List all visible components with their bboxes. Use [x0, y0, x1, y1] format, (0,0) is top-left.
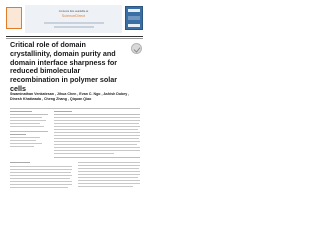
body-line	[78, 171, 140, 172]
journal-name-line	[44, 22, 104, 24]
paper-page	[0, 0, 149, 198]
abstract-line	[54, 147, 140, 148]
keyword-line	[10, 146, 34, 147]
body-line	[78, 186, 133, 187]
abstract-line	[54, 141, 140, 142]
header-rule	[6, 36, 143, 37]
keywords-rule	[10, 131, 48, 132]
body-line	[10, 178, 70, 179]
body-line	[10, 166, 72, 167]
publisher-logo-icon	[6, 7, 22, 29]
journal-homepage-line	[54, 26, 94, 28]
keywords-heading	[10, 134, 26, 135]
article-title: Critical role of domain crystallinity, domain purity and domain interface sharpness for reduced bimolecular recombination in polymer solar cells	[10, 40, 118, 93]
journal-header	[6, 5, 143, 33]
abstract-end-rule	[54, 157, 140, 158]
abstract-line	[54, 117, 140, 118]
cover-band-middle	[128, 16, 140, 20]
abstract-line	[54, 144, 137, 145]
keyword-line	[10, 137, 40, 138]
body-line	[78, 174, 140, 175]
abstract-line	[54, 150, 140, 151]
body-line	[10, 175, 72, 176]
abstract-rule	[54, 114, 140, 115]
cover-band-bottom	[128, 24, 140, 27]
crossmark-icon[interactable]	[131, 43, 142, 54]
header-rule-thin	[6, 38, 143, 39]
body-line	[10, 169, 72, 170]
article-history-line	[10, 123, 40, 124]
body-line	[10, 187, 68, 188]
available-text: Contents lists available at	[58, 10, 89, 13]
journal-info-box	[25, 5, 122, 33]
publisher-name[interactable]: ScienceDirect	[61, 14, 86, 18]
abstract-heading	[54, 111, 72, 112]
body-line	[78, 180, 140, 181]
abstract-line	[54, 120, 140, 121]
keyword-line	[10, 143, 42, 144]
article-info-heading	[10, 111, 32, 112]
abstract-line	[54, 129, 138, 130]
body-line	[78, 177, 138, 178]
body-line	[10, 184, 72, 185]
abstract-line	[54, 153, 114, 154]
abstract-line	[54, 126, 140, 127]
journal-cover-icon	[125, 6, 143, 30]
abstract-line	[54, 123, 139, 124]
abstract-line	[54, 138, 139, 139]
body-line	[78, 162, 140, 163]
body-line	[78, 183, 140, 184]
article-history-line	[10, 117, 42, 118]
abstract-line	[54, 135, 140, 136]
article-history-line	[10, 126, 44, 127]
keyword-line	[10, 140, 36, 141]
article-authors: Swaminathan Venkatesan , Jihua Chen , Evan C. Ngo , Ashish Dubey , Dinesh Khatiwada , Cheng Zhang , Qiquan Qiao	[10, 92, 130, 102]
section-rule-top	[10, 108, 140, 109]
body-line	[10, 181, 72, 182]
body-line	[78, 168, 139, 169]
section-heading	[10, 162, 30, 163]
article-info-rule	[10, 114, 48, 115]
abstract-line	[54, 132, 140, 133]
body-line	[78, 165, 140, 166]
body-line	[10, 172, 71, 173]
cover-band-top	[128, 9, 140, 12]
article-history-line	[10, 120, 46, 121]
